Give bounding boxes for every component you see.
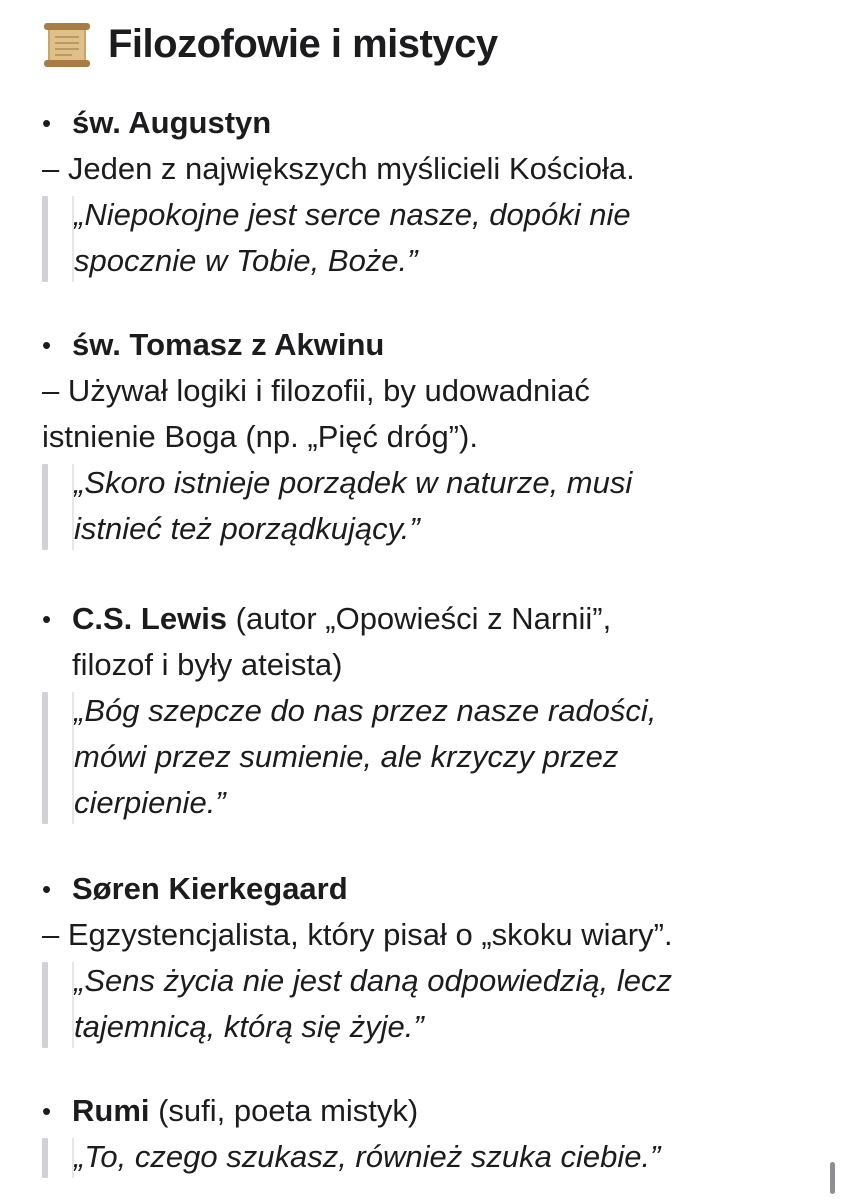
quote-line: spocznie w Tobie, Boże.” xyxy=(74,243,418,278)
list-item xyxy=(42,100,832,284)
quote-line: istnieć też porządkujący.” xyxy=(74,511,420,546)
name-note: (autor „Opowieści z Narnii”, xyxy=(227,601,612,636)
bullet: • xyxy=(42,330,52,360)
person-name: św. Augustyn xyxy=(72,105,272,140)
list-item xyxy=(42,866,832,1050)
scrollbar[interactable] xyxy=(830,1162,835,1194)
bullet: • xyxy=(42,604,52,634)
name-note: (sufi, poeta mistyk) xyxy=(149,1093,419,1128)
quote-block xyxy=(42,192,832,284)
quote-line: mówi przez sumienie, ale krzyczy przez xyxy=(74,739,619,774)
person-name: C.S. Lewis xyxy=(72,601,228,636)
quote-line: cierpienie.” xyxy=(74,785,226,820)
list-item xyxy=(42,1088,832,1180)
bullet: • xyxy=(42,108,52,138)
quote-line: „Niepokojne jest serce nasze, dopóki nie xyxy=(74,197,631,232)
quote-block xyxy=(42,460,832,552)
quote-block xyxy=(42,688,832,826)
description: – Używał logiki i filozofii, by udowadniać xyxy=(42,373,590,408)
quote-block xyxy=(42,1134,832,1180)
person-name: Søren Kierkegaard xyxy=(72,871,348,906)
description: – Egzystencjalista, który pisał o „skoku wiary”. xyxy=(42,917,673,952)
person-name: Rumi xyxy=(72,1093,150,1128)
heading-title: Filozofowie i mistycy xyxy=(108,21,498,66)
quote-line: „Sens życia nie jest daną odpowiedzią, lecz xyxy=(74,963,672,998)
description: – Jeden z największych myślicieli Kościoła. xyxy=(42,151,635,186)
list-item xyxy=(42,322,832,552)
quote-line: „To, czego szukasz, również szuka ciebie.” xyxy=(74,1139,661,1174)
person-name: św. Tomasz z Akwinu xyxy=(72,327,385,362)
list-item xyxy=(42,596,832,826)
quote-line: „Skoro istnieje porządek w naturze, musi xyxy=(74,465,633,500)
bullet: • xyxy=(42,874,52,904)
section-heading xyxy=(42,20,498,68)
quote-line: „Bóg szepcze do nas przez nasze radości, xyxy=(74,693,657,728)
scroll-icon xyxy=(42,20,94,68)
quote-line: tajemnicą, którą się żyje.” xyxy=(74,1009,424,1044)
quote-block xyxy=(42,958,832,1050)
name-note-continued: filozof i były ateista) xyxy=(72,647,343,682)
bullet: • xyxy=(42,1096,52,1126)
description: istnienie Boga (np. „Pięć dróg”). xyxy=(42,419,478,454)
